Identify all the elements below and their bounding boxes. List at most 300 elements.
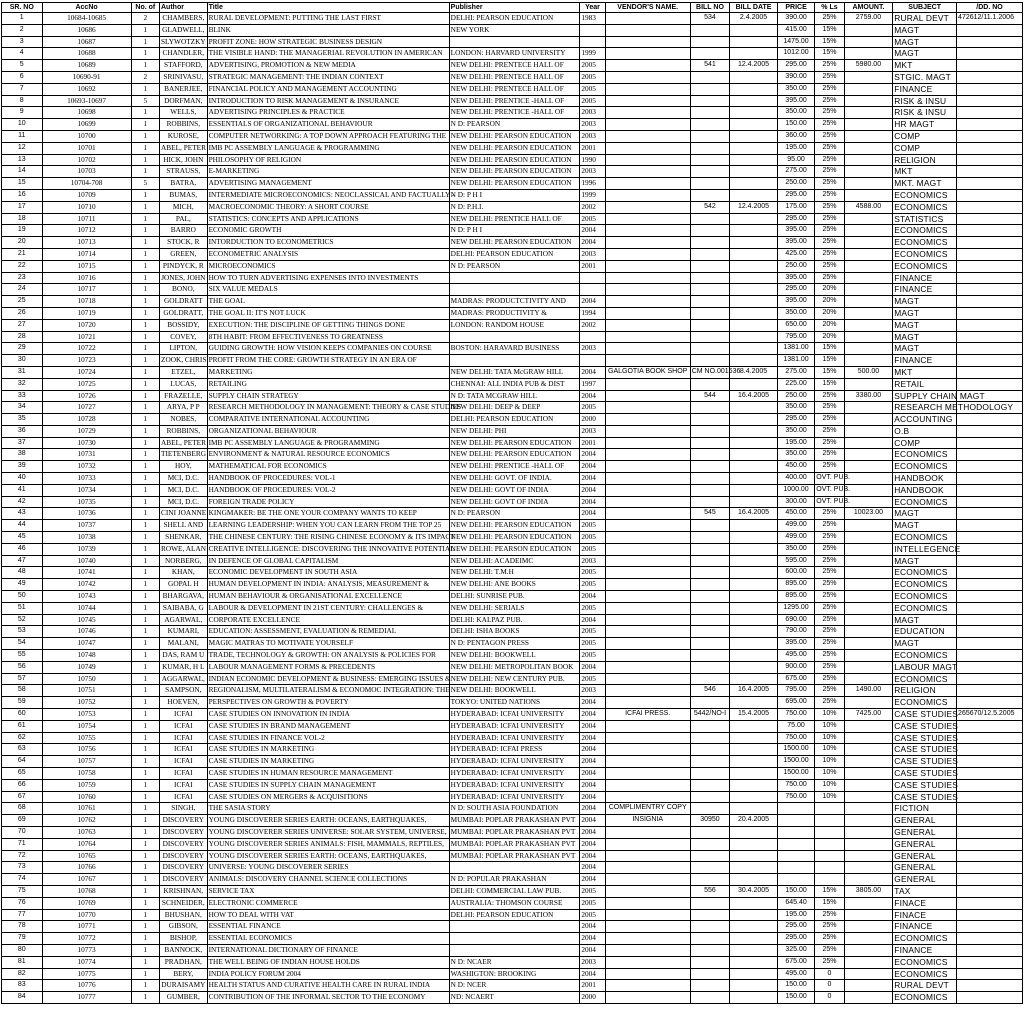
cell-author[interactable]: LIPTON,: [160, 343, 208, 355]
cell-bill-date[interactable]: [730, 956, 778, 968]
cell-vendor[interactable]: [605, 248, 690, 260]
cell-no-of[interactable]: 1: [131, 874, 159, 886]
cell-dd-no[interactable]: [957, 425, 1023, 437]
cell-price[interactable]: 1500.00: [777, 768, 814, 780]
cell-publisher[interactable]: [449, 36, 580, 48]
cell-bill-no[interactable]: [690, 331, 730, 343]
cell-dd-no[interactable]: [957, 201, 1023, 213]
cell-sr-no[interactable]: 47: [2, 555, 43, 567]
cell-acc-no[interactable]: 10700: [42, 130, 131, 142]
cell-amount[interactable]: [844, 248, 893, 260]
cell-amount[interactable]: [844, 720, 893, 732]
cell-bill-no[interactable]: [690, 237, 730, 249]
cell-bill-no[interactable]: 542: [690, 201, 730, 213]
cell-price[interactable]: 195.00: [777, 909, 814, 921]
cell-price[interactable]: 895.00: [777, 591, 814, 603]
cell-ls[interactable]: 25%: [815, 956, 844, 968]
cell-author[interactable]: KRISHNAN,: [160, 885, 208, 897]
cell-subject[interactable]: HR MAGT: [893, 119, 957, 131]
cell-bill-no[interactable]: [690, 36, 730, 48]
cell-bill-date[interactable]: [730, 496, 778, 508]
cell-acc-no[interactable]: 10742: [42, 579, 131, 591]
cell-subject[interactable]: FINANCE: [893, 944, 957, 956]
cell-title[interactable]: HUMAN DEVELOPMENT IN INDIA: ANALYSIS, MEASUREMENT &: [207, 579, 449, 591]
cell-bill-no[interactable]: [690, 720, 730, 732]
cell-acc-no[interactable]: 10743: [42, 591, 131, 603]
cell-year[interactable]: 2005: [580, 60, 605, 72]
cell-subject[interactable]: RELIGION: [893, 154, 957, 166]
cell-subject[interactable]: FINANCE: [893, 284, 957, 296]
cell-acc-no[interactable]: 10750: [42, 673, 131, 685]
cell-price[interactable]: 690.00: [777, 614, 814, 626]
cell-price[interactable]: 275.00: [777, 366, 814, 378]
cell-sr-no[interactable]: 74: [2, 874, 43, 886]
cell-bill-date[interactable]: 12.4.2005: [730, 60, 778, 72]
cell-publisher[interactable]: NEW DELHI: PRENTICE HALL OF: [449, 213, 580, 225]
col-amount[interactable]: AMOUNT.: [844, 3, 893, 13]
cell-sr-no[interactable]: 82: [2, 968, 43, 980]
cell-title[interactable]: SUPPLY CHAIN STRATEGY: [207, 390, 449, 402]
cell-ls[interactable]: 25%: [815, 614, 844, 626]
cell-amount[interactable]: [844, 744, 893, 756]
cell-dd-no[interactable]: [957, 343, 1023, 355]
cell-no-of[interactable]: 1: [131, 201, 159, 213]
cell-vendor[interactable]: [605, 390, 690, 402]
cell-dd-no[interactable]: [957, 473, 1023, 485]
cell-title[interactable]: 8TH HABIT: FROM EFFECTIVENESS TO GREATNESS: [207, 331, 449, 343]
cell-title[interactable]: KINGMAKER: BE THE ONE YOUR COMPANY WANTS TO KEEP: [207, 508, 449, 520]
cell-subject[interactable]: ECONOMICS: [893, 992, 957, 1004]
cell-acc-no[interactable]: 10686: [42, 24, 131, 36]
cell-dd-no[interactable]: [957, 862, 1023, 874]
cell-title[interactable]: CASE STUDIES IN BRAND MANAGEMENT: [207, 720, 449, 732]
cell-acc-no[interactable]: 10760: [42, 791, 131, 803]
cell-ls[interactable]: 20%: [815, 296, 844, 308]
cell-no-of[interactable]: 1: [131, 779, 159, 791]
cell-amount[interactable]: [844, 779, 893, 791]
cell-bill-date[interactable]: [730, 378, 778, 390]
cell-acc-no[interactable]: 10723: [42, 355, 131, 367]
cell-dd-no[interactable]: [957, 732, 1023, 744]
cell-author[interactable]: AGARWAL,: [160, 614, 208, 626]
cell-dd-no[interactable]: [957, 944, 1023, 956]
cell-year[interactable]: 2001: [580, 980, 605, 992]
cell-author[interactable]: STAFFORD,: [160, 60, 208, 72]
cell-title[interactable]: FINANCIAL POLICY AND MANAGEMENT ACCOUNTING: [207, 83, 449, 95]
cell-bill-date[interactable]: [730, 189, 778, 201]
cell-sr-no[interactable]: 19: [2, 225, 43, 237]
cell-bill-no[interactable]: [690, 944, 730, 956]
cell-vendor[interactable]: [605, 661, 690, 673]
cell-publisher[interactable]: HYDERABAD: ICFAI UNIVERSITY: [449, 720, 580, 732]
cell-bill-date[interactable]: [730, 461, 778, 473]
cell-publisher[interactable]: N D: NCAER: [449, 956, 580, 968]
cell-ls[interactable]: 25%: [815, 449, 844, 461]
cell-amount[interactable]: [844, 142, 893, 154]
col-price[interactable]: PRICE: [777, 3, 814, 13]
cell-ls[interactable]: 25%: [815, 520, 844, 532]
cell-no-of[interactable]: 1: [131, 543, 159, 555]
cell-year[interactable]: 1994: [580, 307, 605, 319]
cell-bill-no[interactable]: [690, 484, 730, 496]
cell-sr-no[interactable]: 76: [2, 897, 43, 909]
cell-amount[interactable]: [844, 897, 893, 909]
cell-amount[interactable]: [844, 319, 893, 331]
cell-acc-no[interactable]: 10699: [42, 119, 131, 131]
cell-bill-no[interactable]: [690, 378, 730, 390]
cell-ls[interactable]: 25%: [815, 414, 844, 426]
cell-amount[interactable]: [844, 36, 893, 48]
cell-author[interactable]: DISCOVERY: [160, 850, 208, 862]
cell-no-of[interactable]: 1: [131, 602, 159, 614]
cell-bill-no[interactable]: [690, 897, 730, 909]
cell-bill-no[interactable]: [690, 425, 730, 437]
cell-no-of[interactable]: 1: [131, 921, 159, 933]
cell-bill-date[interactable]: [730, 260, 778, 272]
cell-dd-no[interactable]: [957, 921, 1023, 933]
col-bill-date[interactable]: BILL DATE: [730, 3, 778, 13]
cell-amount[interactable]: [844, 614, 893, 626]
cell-price[interactable]: 395.00: [777, 296, 814, 308]
cell-ls[interactable]: 25%: [815, 650, 844, 662]
cell-publisher[interactable]: MUMBAI: POPLAR PRAKASHAN PVT: [449, 850, 580, 862]
cell-year[interactable]: 2001: [580, 142, 605, 154]
cell-title[interactable]: ENVIRONMENT & NATURAL RESOURCE ECONOMICS: [207, 449, 449, 461]
cell-publisher[interactable]: NEW DELHI: PEARSON EDUCATION: [449, 142, 580, 154]
cell-year[interactable]: 2004: [580, 862, 605, 874]
cell-price[interactable]: 295.00: [777, 933, 814, 945]
cell-publisher[interactable]: TOKYO: UNITED NATIONS: [449, 697, 580, 709]
cell-subject[interactable]: FINANCE: [893, 355, 957, 367]
cell-price[interactable]: 295.00: [777, 284, 814, 296]
cell-title[interactable]: LABOUR MANAGEMENT FORMS & PRECEDENTS: [207, 661, 449, 673]
cell-author[interactable]: ZOOK, CHRIS: [160, 355, 208, 367]
cell-no-of[interactable]: 1: [131, 378, 159, 390]
cell-year[interactable]: 2003: [580, 956, 605, 968]
cell-price[interactable]: 390.00: [777, 71, 814, 83]
cell-amount[interactable]: [844, 732, 893, 744]
cell-amount[interactable]: [844, 591, 893, 603]
cell-acc-no[interactable]: 10715: [42, 260, 131, 272]
cell-no-of[interactable]: 1: [131, 614, 159, 626]
cell-no-of[interactable]: 1: [131, 709, 159, 721]
cell-sr-no[interactable]: 50: [2, 591, 43, 603]
cell-vendor[interactable]: [605, 425, 690, 437]
cell-subject[interactable]: ECONOMICS: [893, 237, 957, 249]
cell-dd-no[interactable]: [957, 744, 1023, 756]
cell-publisher[interactable]: N D: TATA MCGRAW HILL: [449, 390, 580, 402]
cell-publisher[interactable]: WASHIGTON: BROOKING: [449, 968, 580, 980]
cell-sr-no[interactable]: 45: [2, 532, 43, 544]
cell-subject[interactable]: COMP: [893, 437, 957, 449]
cell-ls[interactable]: 0: [815, 980, 844, 992]
cell-bill-no[interactable]: [690, 130, 730, 142]
cell-bill-date[interactable]: [730, 602, 778, 614]
cell-price[interactable]: 295.00: [777, 921, 814, 933]
col-no-of[interactable]: No. of: [131, 3, 159, 13]
cell-price[interactable]: 275.00: [777, 166, 814, 178]
cell-acc-no[interactable]: 10729: [42, 425, 131, 437]
cell-bill-date[interactable]: [730, 732, 778, 744]
cell-year[interactable]: 2003: [580, 248, 605, 260]
cell-sr-no[interactable]: 78: [2, 921, 43, 933]
cell-price[interactable]: 350.00: [777, 449, 814, 461]
cell-bill-date[interactable]: 12.4.2005: [730, 201, 778, 213]
cell-sr-no[interactable]: 72: [2, 850, 43, 862]
cell-no-of[interactable]: 1: [131, 909, 159, 921]
cell-acc-no[interactable]: 10738: [42, 532, 131, 544]
cell-bill-no[interactable]: [690, 260, 730, 272]
cell-bill-no[interactable]: [690, 992, 730, 1004]
cell-price[interactable]: 350.00: [777, 83, 814, 95]
cell-publisher[interactable]: [449, 355, 580, 367]
cell-amount[interactable]: 3380.00: [844, 390, 893, 402]
cell-ls[interactable]: 25%: [815, 248, 844, 260]
cell-dd-no[interactable]: [957, 850, 1023, 862]
cell-ls[interactable]: 15%: [815, 355, 844, 367]
cell-year[interactable]: 2005: [580, 579, 605, 591]
cell-sr-no[interactable]: 13: [2, 154, 43, 166]
cell-price[interactable]: 750.00: [777, 779, 814, 791]
cell-dd-no[interactable]: [957, 532, 1023, 544]
cell-vendor[interactable]: [605, 685, 690, 697]
cell-no-of[interactable]: 1: [131, 567, 159, 579]
col-year[interactable]: Year: [580, 3, 605, 13]
cell-acc-no[interactable]: 10733: [42, 473, 131, 485]
cell-bill-date[interactable]: [730, 768, 778, 780]
cell-sr-no[interactable]: 46: [2, 543, 43, 555]
cell-bill-date[interactable]: [730, 119, 778, 131]
cell-bill-no[interactable]: 541: [690, 60, 730, 72]
cell-sr-no[interactable]: 77: [2, 909, 43, 921]
cell-subject[interactable]: HANDBOOK: [893, 484, 957, 496]
cell-publisher[interactable]: DELHI: COMMERCIAL LAW PUB.: [449, 885, 580, 897]
cell-title[interactable]: ESSENTIAL FINANCE: [207, 921, 449, 933]
cell-vendor[interactable]: [605, 850, 690, 862]
cell-subject[interactable]: ECONOMICS: [893, 579, 957, 591]
cell-amount[interactable]: [844, 661, 893, 673]
cell-bill-date[interactable]: [730, 944, 778, 956]
cell-price[interactable]: 750.00: [777, 709, 814, 721]
cell-subject[interactable]: GENERAL: [893, 815, 957, 827]
cell-no-of[interactable]: 1: [131, 83, 159, 95]
cell-no-of[interactable]: 1: [131, 331, 159, 343]
cell-dd-no[interactable]: [957, 874, 1023, 886]
cell-vendor[interactable]: [605, 343, 690, 355]
cell-sr-no[interactable]: 33: [2, 390, 43, 402]
cell-year[interactable]: 2004: [580, 237, 605, 249]
cell-bill-date[interactable]: [730, 579, 778, 591]
cell-publisher[interactable]: HYDERABAD: ICFAI UNIVERSITY: [449, 779, 580, 791]
cell-author[interactable]: BHARGAVA,: [160, 591, 208, 603]
cell-bill-no[interactable]: [690, 555, 730, 567]
cell-sr-no[interactable]: 84: [2, 992, 43, 1004]
cell-bill-date[interactable]: [730, 614, 778, 626]
cell-year[interactable]: 2004: [580, 390, 605, 402]
cell-dd-no[interactable]: [957, 414, 1023, 426]
cell-bill-no[interactable]: [690, 744, 730, 756]
cell-no-of[interactable]: 1: [131, 579, 159, 591]
cell-sr-no[interactable]: 22: [2, 260, 43, 272]
cell-vendor[interactable]: [605, 225, 690, 237]
cell-sr-no[interactable]: 4: [2, 48, 43, 60]
cell-author[interactable]: GUMBER,: [160, 992, 208, 1004]
cell-author[interactable]: ICFAI: [160, 768, 208, 780]
cell-subject[interactable]: CASE STUDIES: [894, 744, 959, 755]
cell-title[interactable]: MAGIC MATRAS TO MOTIVATE YOURSELF: [207, 638, 449, 650]
cell-year[interactable]: 2004: [580, 732, 605, 744]
cell-bill-date[interactable]: [730, 626, 778, 638]
cell-amount[interactable]: [844, 130, 893, 142]
cell-ls[interactable]: 25%: [815, 626, 844, 638]
cell-author[interactable]: MALANI,: [160, 638, 208, 650]
cell-bill-date[interactable]: [730, 95, 778, 107]
cell-no-of[interactable]: 1: [131, 437, 159, 449]
cell-title[interactable]: EDUCATION: ASSESSMENT, EVALUATION & REMEDIAL: [207, 626, 449, 638]
cell-year[interactable]: 2004: [580, 496, 605, 508]
cell-price[interactable]: 400.00: [777, 473, 814, 485]
cell-bill-date[interactable]: [730, 591, 778, 603]
cell-subject[interactable]: ECONOMICS: [893, 496, 957, 508]
cell-bill-no[interactable]: 5442/NO-I: [690, 709, 730, 721]
cell-year[interactable]: 2002: [580, 201, 605, 213]
cell-bill-date[interactable]: 16.4.2005: [730, 390, 778, 402]
cell-year[interactable]: 2005: [580, 532, 605, 544]
cell-bill-date[interactable]: [730, 71, 778, 83]
cell-acc-no[interactable]: 10713: [42, 237, 131, 249]
cell-year[interactable]: 2004: [580, 591, 605, 603]
cell-acc-no[interactable]: 10726: [42, 390, 131, 402]
cell-price[interactable]: 450.00: [777, 461, 814, 473]
cell-vendor[interactable]: [605, 284, 690, 296]
cell-sr-no[interactable]: 61: [2, 720, 43, 732]
cell-vendor[interactable]: [605, 119, 690, 131]
cell-ls[interactable]: 10%: [815, 768, 844, 780]
cell-no-of[interactable]: 1: [131, 36, 159, 48]
cell-ls[interactable]: 25%: [815, 697, 844, 709]
cell-publisher[interactable]: MUMBAI: POPLAR PRAKASHAN PVT: [449, 838, 580, 850]
cell-dd-no[interactable]: [957, 661, 1023, 673]
cell-no-of[interactable]: 1: [131, 425, 159, 437]
cell-acc-no[interactable]: 10769: [42, 897, 131, 909]
cell-sr-no[interactable]: 37: [2, 437, 43, 449]
cell-publisher[interactable]: BOSTON: HARAVARD BUSINESS: [449, 343, 580, 355]
cell-amount[interactable]: [844, 543, 893, 555]
cell-amount[interactable]: [844, 237, 893, 249]
cell-subject[interactable]: CASE STUDIES: [894, 791, 959, 802]
cell-price[interactable]: 415.00: [777, 24, 814, 36]
cell-price[interactable]: 1000.00: [777, 484, 814, 496]
cell-amount[interactable]: [844, 119, 893, 131]
cell-amount[interactable]: [844, 768, 893, 780]
cell-ls[interactable]: 25%: [815, 189, 844, 201]
cell-publisher[interactable]: [449, 933, 580, 945]
cell-acc-no[interactable]: 10704-708: [42, 178, 131, 190]
cell-bill-date[interactable]: [730, 673, 778, 685]
cell-acc-no[interactable]: 10720: [42, 319, 131, 331]
cell-author[interactable]: SRINIVASU,: [160, 71, 208, 83]
cell-no-of[interactable]: 1: [131, 791, 159, 803]
cell-sr-no[interactable]: 40: [2, 473, 43, 485]
cell-title[interactable]: CORPORATE EXCELLENCE: [207, 614, 449, 626]
cell-title[interactable]: RURAL DEVELOPMENT: PUTTING THE LAST FIRST: [207, 13, 449, 25]
cell-publisher[interactable]: HYDERABAD: ICFAI UNIVERSITY: [449, 732, 580, 744]
cell-sr-no[interactable]: 30: [2, 355, 43, 367]
cell-vendor[interactable]: [605, 48, 690, 60]
cell-price[interactable]: 95.00: [777, 154, 814, 166]
cell-title[interactable]: TRADE, TECHNOLOGY & GROWTH: ON ANALYSIS & POLICIES FOR: [207, 650, 449, 662]
cell-amount[interactable]: 500.00: [844, 366, 893, 378]
cell-ls[interactable]: 25%: [815, 13, 844, 25]
cell-sr-no[interactable]: 81: [2, 956, 43, 968]
cell-title[interactable]: EXECUTION: THE DISCIPLINE OF GETTING THINGS DONE: [207, 319, 449, 331]
cell-amount[interactable]: [844, 921, 893, 933]
cell-title[interactable]: PROFIT ZONE: HOW STRATEGIC BUSINESS DESIGN: [207, 36, 449, 48]
cell-ls[interactable]: 25%: [815, 402, 844, 414]
cell-title[interactable]: CASE STUDIES IN FINANCE VOL-2: [207, 732, 449, 744]
cell-vendor[interactable]: [605, 838, 690, 850]
cell-author[interactable]: HOY,: [160, 461, 208, 473]
cell-dd-no[interactable]: [957, 933, 1023, 945]
cell-ls[interactable]: 25%: [815, 944, 844, 956]
cell-acc-no[interactable]: 10725: [42, 378, 131, 390]
cell-ls[interactable]: 15%: [815, 36, 844, 48]
cell-bill-date[interactable]: [730, 437, 778, 449]
cell-bill-date[interactable]: [730, 520, 778, 532]
cell-dd-no[interactable]: [957, 154, 1023, 166]
cell-ls[interactable]: 25%: [815, 673, 844, 685]
cell-author[interactable]: AGGARWAL,: [160, 673, 208, 685]
cell-title[interactable]: ESSENTIALS OF ORGANIZATIONAL BEHAVIOUR: [207, 119, 449, 131]
cell-dd-no[interactable]: [957, 119, 1023, 131]
cell-publisher[interactable]: N D: POPULAR PRAKASHAN: [449, 874, 580, 886]
cell-title[interactable]: YOUNG DISCOVERER SERIES EARTH: OCEANS, EARTHQUAKES,: [207, 850, 449, 862]
cell-title[interactable]: STRATEGIC MANAGEMENT: THE INDIAN CONTEXT: [207, 71, 449, 83]
cell-dd-no[interactable]: [957, 720, 1023, 732]
cell-year[interactable]: 2004: [580, 815, 605, 827]
cell-ls[interactable]: 25%: [815, 260, 844, 272]
cell-price[interactable]: 150.00: [777, 885, 814, 897]
cell-year[interactable]: 2005: [580, 213, 605, 225]
cell-year[interactable]: 2004: [580, 473, 605, 485]
cell-acc-no[interactable]: 10721: [42, 331, 131, 343]
cell-ls[interactable]: 15%: [815, 343, 844, 355]
cell-no-of[interactable]: 1: [131, 673, 159, 685]
cell-dd-no[interactable]: [957, 579, 1023, 591]
cell-price[interactable]: 1500.00: [777, 756, 814, 768]
cell-price[interactable]: 250.00: [777, 390, 814, 402]
cell-no-of[interactable]: 1: [131, 838, 159, 850]
cell-publisher[interactable]: LONDON: HARVARD UNIVERSITY: [449, 48, 580, 60]
cell-amount[interactable]: [844, 284, 893, 296]
cell-year[interactable]: 2001: [580, 437, 605, 449]
cell-bill-no[interactable]: [690, 697, 730, 709]
cell-sr-no[interactable]: 60: [2, 709, 43, 721]
cell-dd-no[interactable]: [957, 48, 1023, 60]
cell-subject[interactable]: MAGT: [893, 296, 957, 308]
cell-sr-no[interactable]: 10: [2, 119, 43, 131]
cell-bill-date[interactable]: [730, 720, 778, 732]
cell-no-of[interactable]: 1: [131, 24, 159, 36]
cell-author[interactable]: KHAN,: [160, 567, 208, 579]
cell-dd-no[interactable]: [957, 756, 1023, 768]
cell-author[interactable]: DISCOVERY: [160, 874, 208, 886]
cell-vendor[interactable]: [605, 791, 690, 803]
cell-title[interactable]: PROFIT FROM THE CORE: GROWTH STRATEGY IN AN ERA OF: [207, 355, 449, 367]
cell-bill-no[interactable]: [690, 826, 730, 838]
cell-dd-no[interactable]: [957, 779, 1023, 791]
cell-publisher[interactable]: NEW DELHI: SERIALS: [449, 602, 580, 614]
